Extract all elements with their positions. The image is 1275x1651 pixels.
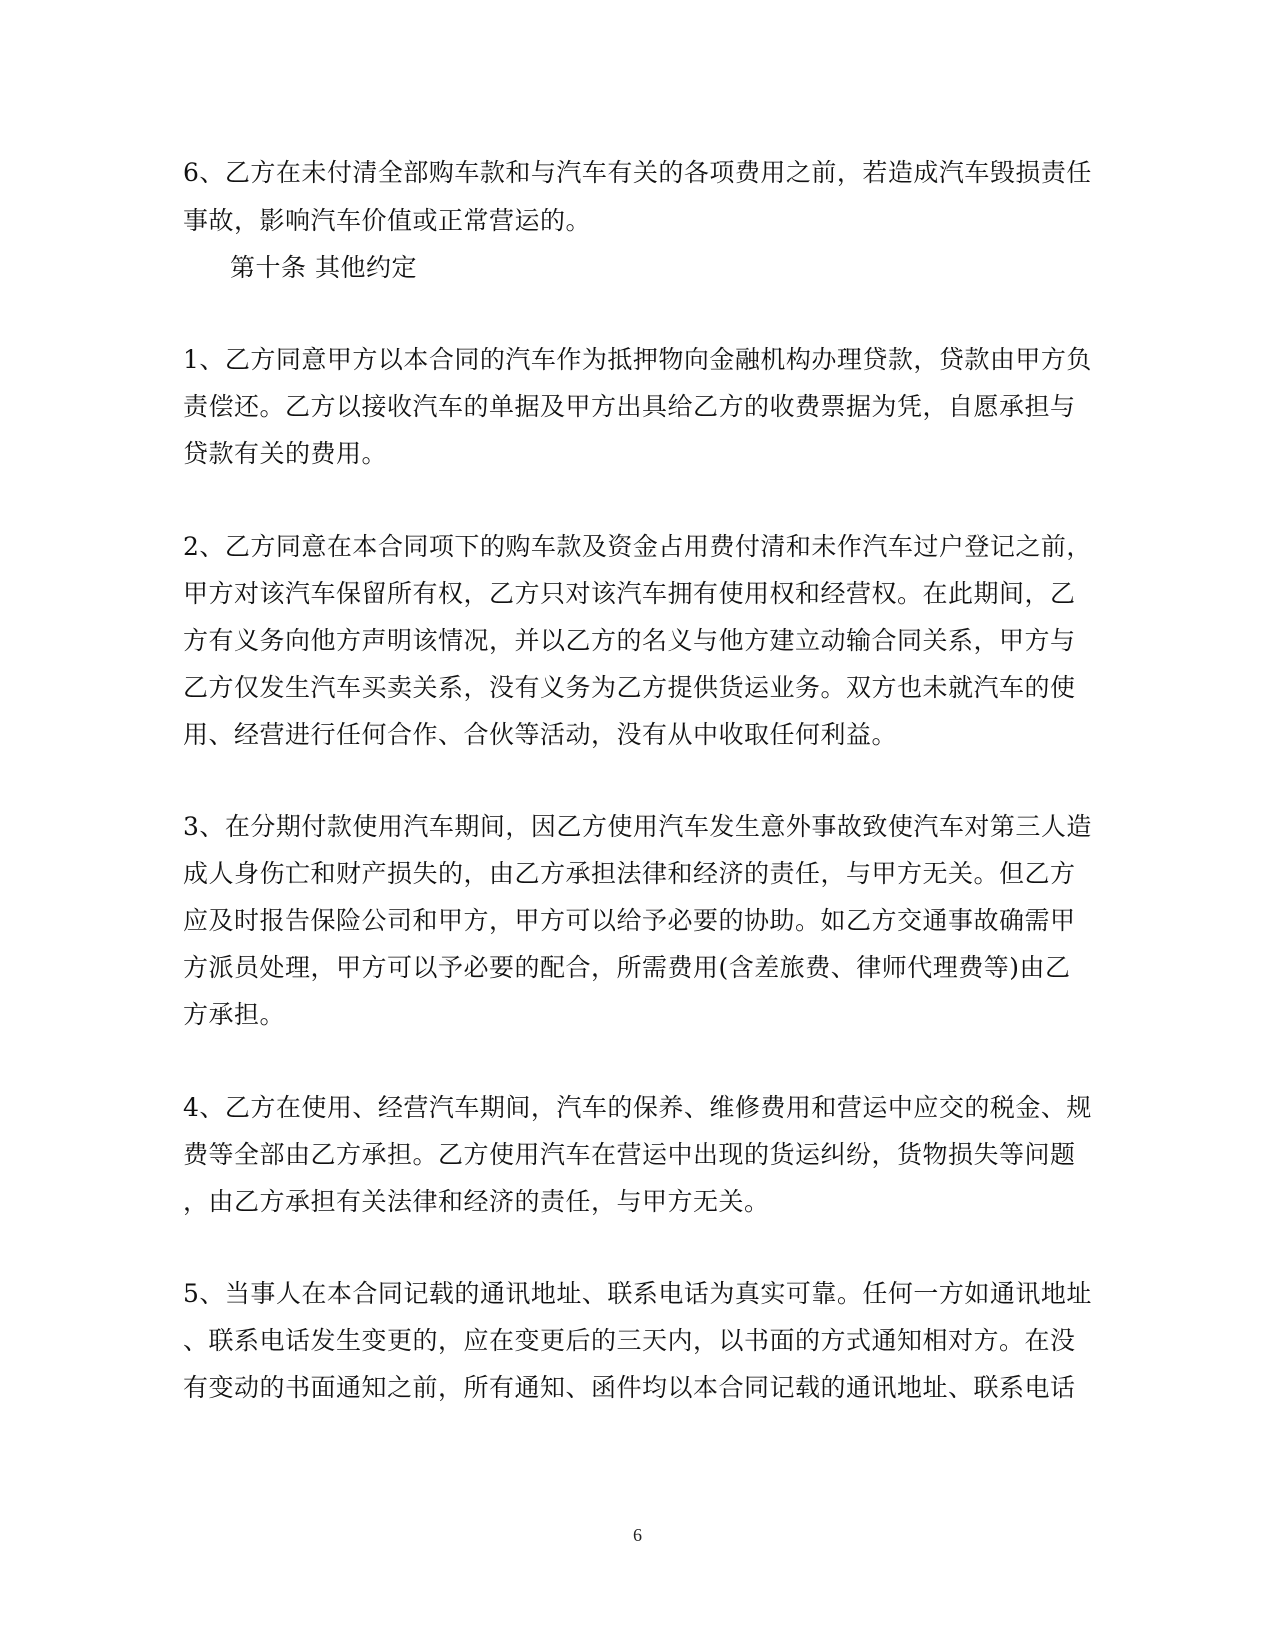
text-line: ，由乙方承担有关法律和经济的责任，与甲方无关。: [183, 1187, 770, 1216]
text-line: 费等全部由乙方承担。乙方使用汽车在营运中出现的货运纠纷，货物损失等问题: [183, 1140, 1076, 1169]
text-line: 贷款有关的费用。: [183, 439, 388, 468]
text-line: 有变动的书面通知之前，所有通知、函件均以本合同记载的通讯地址、联系电话: [183, 1373, 1076, 1402]
text-line: 2、乙方同意在本合同项下的购车款及资金占用费付清和未作汽车过户登记之前，: [183, 532, 1092, 561]
text-line: 甲方对该汽车保留所有权，乙方只对该汽车拥有使用权和经营权。在此期间，乙: [183, 579, 1076, 608]
text-line: 责偿还。乙方以接收汽车的单据及甲方出具给乙方的收费票据为凭，自愿承担与: [183, 392, 1076, 421]
text-line: 事故，影响汽车价值或正常营运的。: [183, 206, 592, 235]
text-line: 、联系电话发生变更的，应在变更后的三天内，以书面的方式通知相对方。在没: [183, 1326, 1076, 1355]
text-line: 6、乙方在未付清全部购车款和与汽车有关的各项费用之前，若造成汽车毁损责任: [183, 158, 1092, 187]
text-line: 用、经营进行任何合作、合伙等活动，没有从中收取任何利益。: [183, 720, 898, 749]
text-line: 4、乙方在使用、经营汽车期间，汽车的保养、维修费用和营运中应交的税金、规: [183, 1093, 1092, 1122]
text-line: 方有义务向他方声明该情况，并以乙方的名义与他方建立动输合同关系，甲方与: [183, 626, 1076, 655]
text-line: 应及时报告保险公司和甲方，甲方可以给予必要的协助。如乙方交通事故确需甲: [183, 906, 1076, 935]
page-number: 6: [633, 1525, 642, 1545]
section-heading: 第十条 其他约定: [230, 253, 417, 282]
text-line: 乙方仅发生汽车买卖关系，没有义务为乙方提供货运业务。双方也未就汽车的使: [183, 673, 1076, 702]
text-line: 成人身伤亡和财产损失的，由乙方承担法律和经济的责任，与甲方无关。但乙方: [183, 859, 1076, 888]
text-line: 3、在分期付款使用汽车期间，因乙方使用汽车发生意外事故致使汽车对第三人造: [183, 812, 1092, 841]
text-line: 1、乙方同意甲方以本合同的汽车作为抵押物向金融机构办理贷款，贷款由甲方负: [183, 345, 1092, 374]
text-line: 方承担。: [183, 1000, 286, 1029]
text-line: 5、当事人在本合同记载的通讯地址、联系电话为真实可靠。任何一方如通讯地址: [183, 1279, 1092, 1308]
text-line: 方派员处理，甲方可以予必要的配合，所需费用(含差旅费、律师代理费等)由乙: [183, 953, 1071, 982]
